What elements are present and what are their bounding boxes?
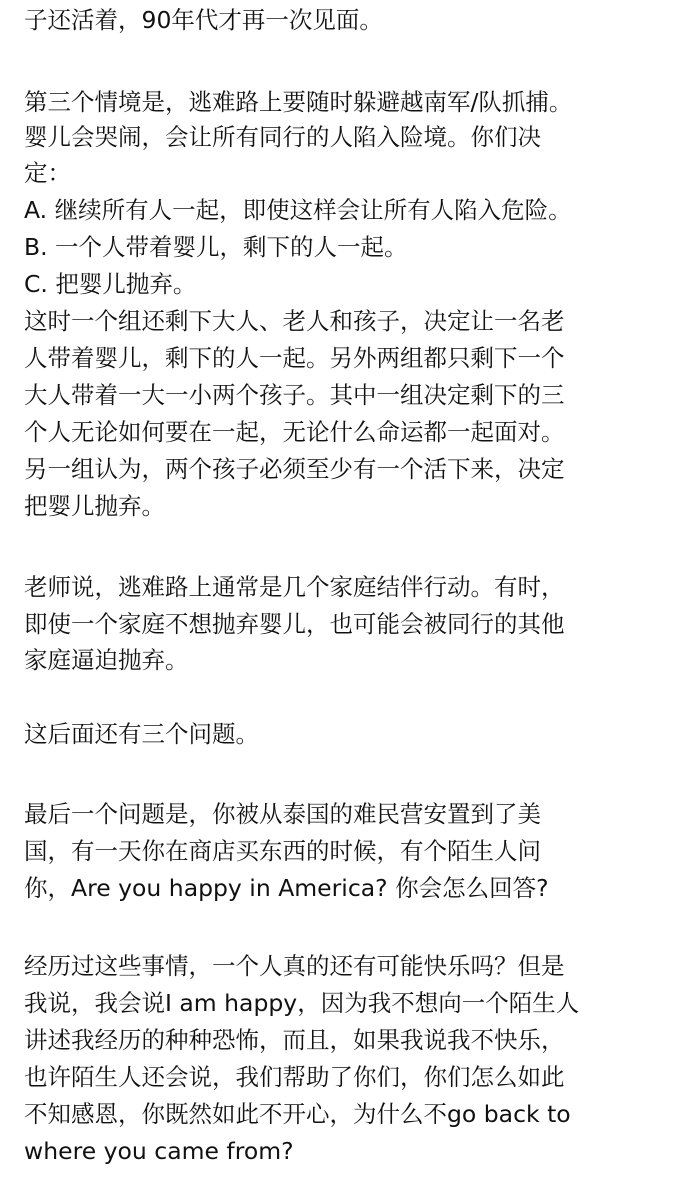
text-line: 另一组认为，两个孩子必须至少有一个活下来，决定: [24, 455, 565, 483]
text-line: 经历过这些事情，一个人真的还有可能快乐吗？但是: [24, 952, 565, 980]
text-line: 定：: [24, 159, 71, 187]
text-line: 子还活着，90年代才再一次见面。: [24, 6, 383, 34]
text-line: 我说，我会说I am happy，因为我不想向一个陌生人: [24, 989, 580, 1017]
text-line: 人带着婴儿，剩下的人一起。另外两组都只剩下一个: [24, 344, 565, 372]
text-line: B. 一个人带着婴儿，剩下的人一起。: [24, 233, 408, 261]
text-line: 老师说，逃难路上通常是几个家庭结伴行动。有时，: [24, 573, 565, 601]
text-line: 婴儿会哭闹，会让所有同行的人陷入险境。你们决: [24, 123, 541, 151]
text-line: 讲述我经历的种种恐怖，而且，如果我说我不快乐，: [24, 1026, 565, 1054]
text-line: C. 把婴儿抛弃。: [24, 270, 197, 298]
text-line: 家庭逼迫抛弃。: [24, 646, 189, 674]
text-line: 即使一个家庭不想抛弃婴儿，也可能会被同行的其他: [24, 610, 565, 638]
text-line: A. 继续所有人一起，即使这样会让所有人陷入危险。: [24, 196, 572, 224]
text-line: 国，有一天你在商店买东西的时候，有个陌生人问: [24, 837, 541, 865]
text-line: 你，Are you happy in America? 你会怎么回答?: [24, 874, 549, 902]
text-line: 个人无论如何要在一起，无论什么命运都一起面对。: [24, 418, 565, 446]
text-line: 这时一个组还剩下大人、老人和孩子，决定让一名老: [24, 307, 565, 335]
text-line: where you came from?: [24, 1137, 294, 1165]
text-line: 把婴儿抛弃。: [24, 492, 165, 520]
text-line: 这后面还有三个问题。: [24, 720, 259, 748]
text-line: 大人带着一大一小两个孩子。其中一组决定剩下的三: [24, 381, 565, 409]
text-line: 也许陌生人还会说，我们帮助了你们，你们怎么如此: [24, 1063, 565, 1091]
text-line: 最后一个问题是，你被从泰国的难民营安置到了美: [24, 800, 541, 828]
text-line: 不知感恩，你既然如此不开心，为什么不go back to: [24, 1100, 571, 1128]
text-line: 第三个情境是，逃难路上要随时躲避越南军/队抓捕。: [24, 88, 573, 116]
